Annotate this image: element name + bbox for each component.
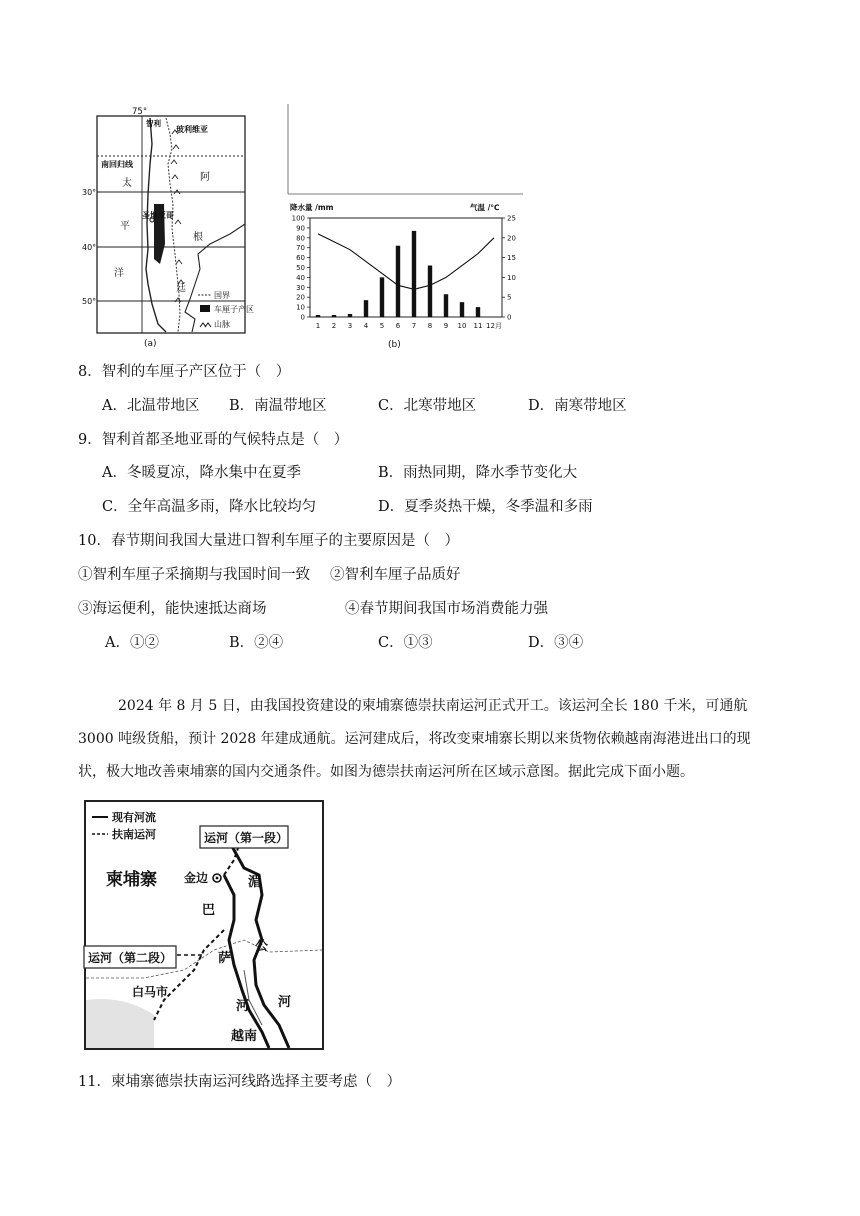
tick-label-right: 0: [507, 313, 512, 322]
precip-bar: [396, 246, 400, 317]
q8-stem: 8．智利的车厘子产区位于（ ）: [78, 364, 291, 380]
svg-text:智利: 智利: [146, 119, 161, 128]
svg-text:扶南运河: 扶南运河: [112, 828, 156, 841]
ylabel-right: 气温 /℃: [470, 203, 500, 212]
x-tick-label: 9: [443, 322, 449, 330]
precip-bar: [460, 302, 464, 317]
q10-option-b[interactable]: B．②④: [229, 635, 284, 651]
svg-text:柬埔寨: 柬埔寨: [106, 870, 157, 890]
q10-option-c[interactable]: C．①③: [378, 635, 433, 651]
svg-text:公: 公: [255, 939, 269, 954]
x-tick-label: 10: [457, 322, 467, 330]
tick-label-right: 25: [507, 214, 516, 223]
precip-bar: [380, 277, 384, 317]
tick-label-left: 90: [296, 224, 305, 233]
svg-text:40°: 40°: [82, 243, 97, 252]
x-tick-label: 2: [331, 322, 337, 330]
svg-text:河: 河: [278, 995, 292, 1010]
svg-text:车厘子产区: 车厘子产区: [214, 305, 254, 314]
precip-bar: [316, 315, 320, 317]
tick-label-left: 30: [296, 283, 305, 292]
svg-text:国界: 国界: [214, 291, 230, 300]
svg-text:玻利维亚: 玻利维亚: [176, 125, 208, 134]
climate-chart: [280, 104, 530, 349]
svg-text:山脉: 山脉: [214, 320, 230, 329]
svg-text:廷: 廷: [176, 283, 186, 294]
tick-label-right: 5: [507, 293, 512, 302]
x-tick-label: 7: [411, 322, 417, 330]
precip-bar: [444, 294, 448, 317]
svg-text:萨: 萨: [218, 951, 232, 966]
q9-stem: 9．智利首都圣地亚哥的气候特点是（ ）: [78, 432, 349, 448]
x-tick-label: 4: [363, 322, 369, 330]
svg-text:金边: 金边: [184, 871, 209, 885]
precip-bar: [332, 315, 336, 317]
tick-label-right: 10: [507, 273, 516, 282]
q10-option-d[interactable]: D．③④: [528, 635, 584, 651]
ylabel-left: 降水量 /mm: [290, 203, 334, 212]
svg-text:太: 太: [122, 178, 132, 189]
x-tick-label: 12月: [486, 322, 502, 330]
svg-text:南回归线: 南回归线: [101, 160, 133, 169]
tick-label-left: 40: [296, 273, 305, 282]
x-tick-label: 6: [395, 322, 401, 330]
national-border: [166, 118, 180, 332]
tick-label-left: 10: [296, 303, 305, 312]
svg-text:洋: 洋: [114, 268, 124, 279]
chart-caption: (b): [388, 340, 401, 350]
q9-option-a[interactable]: A．冬暖夏凉，降水集中在夏季: [102, 465, 301, 481]
q8-option-c[interactable]: C．北寒带地区: [378, 398, 477, 414]
q10-statement-3: ③海运便利，能快速抵达商场: [78, 601, 267, 617]
svg-text:运河（第二段）: 运河（第二段）: [88, 951, 173, 965]
svg-text:运河（第一段）: 运河（第一段）: [204, 831, 289, 845]
svg-text:白马市: 白马市: [132, 985, 169, 999]
precip-bar: [412, 231, 416, 317]
tick-label-left: 20: [296, 293, 305, 302]
x-tick-label: 3: [347, 322, 353, 330]
svg-text:圣地亚哥: 圣地亚哥: [142, 211, 174, 220]
svg-text:湄: 湄: [248, 875, 262, 890]
svg-text:现有河流: 现有河流: [112, 811, 156, 824]
precip-bar: [348, 314, 352, 317]
chile-map: [80, 104, 254, 349]
q10-option-a[interactable]: A．①②: [105, 635, 159, 651]
q8-option-a[interactable]: A．北温带地区: [102, 398, 200, 414]
svg-text:30°: 30°: [82, 188, 97, 197]
tick-label-left: 80: [296, 234, 305, 243]
svg-text:50°: 50°: [82, 297, 97, 306]
canal-map: [84, 800, 326, 1052]
q8-option-d[interactable]: D．南寒带地区: [528, 398, 627, 414]
x-tick-label: 5: [379, 322, 385, 330]
tick-label-left: 50: [296, 264, 305, 272]
q10-statement-4: ④春节期间我国市场消费能力强: [345, 601, 548, 617]
q9-option-c[interactable]: C．全年高温多雨，降水比较均匀: [102, 499, 317, 515]
svg-text:阿: 阿: [200, 172, 210, 183]
q10-stem: 10．春节期间我国大量进口智利车厘子的主要原因是（ ）: [78, 533, 459, 549]
x-tick-label: 8: [427, 322, 433, 330]
tick-label-right: 20: [507, 234, 516, 243]
x-tick-label: 11: [473, 322, 483, 330]
svg-text:平: 平: [120, 221, 130, 232]
svg-text:(a): (a): [144, 339, 157, 349]
temperature-line: [318, 234, 494, 289]
tick-label-right: 15: [507, 254, 516, 263]
precip-bar: [364, 300, 368, 317]
q9-option-b[interactable]: B．雨热同期，降水季节变化大: [378, 465, 578, 481]
svg-text:河: 河: [236, 999, 250, 1014]
q10-statement-1: ①智利车厘子采摘期与我国时间一致: [78, 567, 310, 583]
q9-option-d[interactable]: D．夏季炎热干燥，冬季温和多雨: [378, 499, 593, 515]
svg-text:根: 根: [193, 232, 203, 243]
precip-bar: [428, 266, 432, 317]
tick-label-left: 100: [291, 214, 305, 223]
plot-frame: [310, 218, 502, 317]
passage: 2024 年 8 月 5 日，由我国投资建设的柬埔寨德崇扶南运河正式开工。该运河全长 180 千米，可通航 3000 吨级货船，预计 2028 年建成通航。运河建成后，将改变柬埔寨长期以来货物依赖越南海港进出口的现状，极大地改善柬埔寨的国内交通条件。如图为德崇扶南运河所在区域示意图。据此完成下面小题。: [78, 698, 751, 780]
tick-label-left: 60: [296, 254, 305, 263]
q8-option-b[interactable]: B．南温带地区: [229, 398, 327, 414]
tick-label-left: 0: [300, 313, 305, 322]
precip-bar: [476, 307, 480, 317]
q11-stem: 11．柬埔寨德崇扶南运河线路选择主要考虑（ ）: [78, 1074, 401, 1090]
svg-text:巴: 巴: [202, 903, 216, 918]
tick-label-left: 70: [296, 244, 305, 253]
svg-text:越南: 越南: [231, 1029, 258, 1044]
svg-text:75°: 75°: [132, 107, 148, 117]
q10-statement-2: ②智利车厘子品质好: [330, 567, 461, 583]
x-tick-label: 1: [315, 322, 321, 330]
